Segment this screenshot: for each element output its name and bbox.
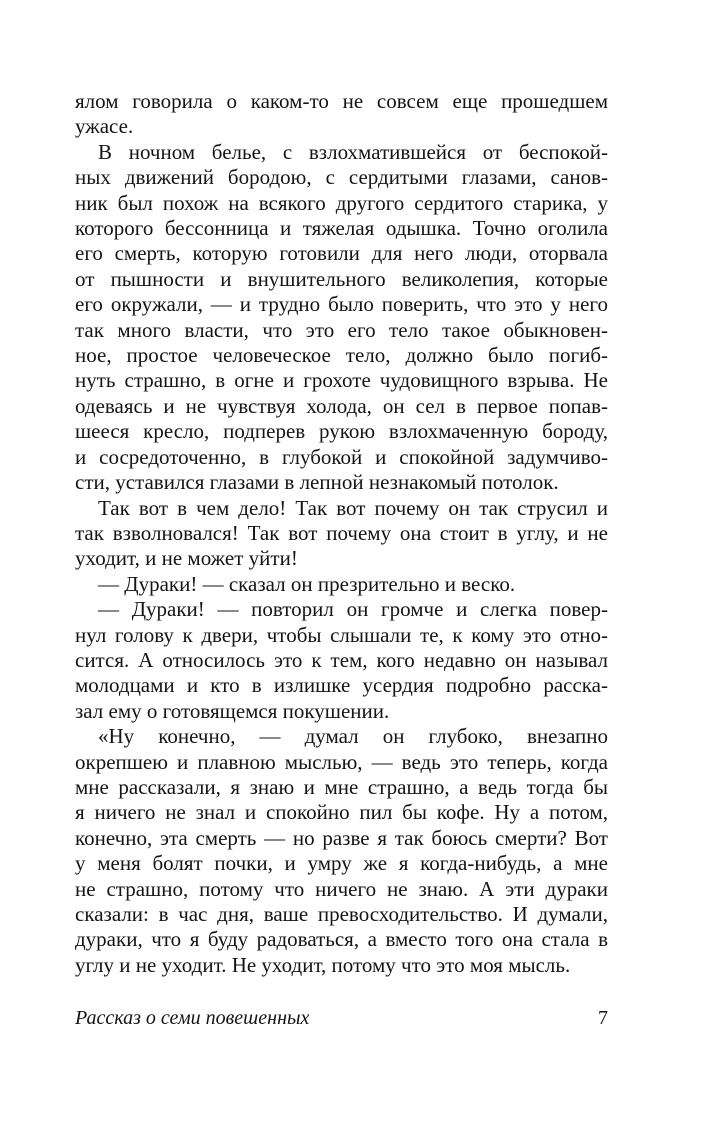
text-line: ник был похож на всякого другого сердитого старика, у xyxy=(75,190,608,215)
paragraph xyxy=(75,496,608,572)
text-line: нул голову к двери, чтобы слышали те, к кому это отно- xyxy=(75,622,608,647)
text-line: его смерть, которую готовили для него люди, оторвала xyxy=(75,241,608,266)
text-line: мне рассказали, я знаю и мне страшно, а ведь тогда бы xyxy=(75,774,608,799)
text-line: так много власти, что это его тело такое обыкновен- xyxy=(75,317,608,342)
text-line: ужасе. xyxy=(75,114,134,139)
text-line: — Дураки! — повторил он громче и слегка повер- xyxy=(98,597,608,622)
text-line: сти, уставился глазами в лепной незнакомый потолок. xyxy=(75,470,559,495)
paragraph xyxy=(75,89,608,140)
text-line: одеваясь и не чувствуя холода, он сел в первое попав- xyxy=(75,393,608,418)
paragraph xyxy=(75,572,608,597)
text-line: сится. А относилось это к тем, кого недавно он называл xyxy=(75,647,608,672)
text-line: окрепшею и плавною мыслью, — ведь это теперь, когда xyxy=(75,749,608,774)
text-line: В ночном белье, с взлохматившейся от беспокой- xyxy=(98,139,608,164)
text-line: шееся кресло, подперев рукою взлохмаченную бороду, xyxy=(75,419,608,444)
paragraph xyxy=(75,724,608,978)
text-line: конечно, эта смерть — но разве я так боюсь смерти? Вот xyxy=(75,825,608,850)
text-line: от пышности и внушительного великолепия, которые xyxy=(75,266,608,291)
page-footer xyxy=(75,1005,608,1031)
text-line: у меня болят почки, и умру же я когда-нибудь, а мне xyxy=(75,851,608,876)
text-line: так взволновался! Так вот почему она стоит в углу, и не xyxy=(75,520,608,545)
text-line: ялом говорила о каком-то не совсем еще прошедшем xyxy=(75,89,608,113)
text-line: не страшно, потому что ничего не знаю. А эти дураки xyxy=(75,876,608,901)
text-line: его окружали, — и трудно было поверить, что это у него xyxy=(75,292,608,317)
paragraph xyxy=(75,140,608,496)
text-line: которого бессонница и тяжелая одышка. Точно оголила xyxy=(75,216,608,241)
text-line: ное, простое человеческое тело, должно было погиб- xyxy=(75,343,608,368)
page-number: 7 xyxy=(598,1007,608,1029)
text-line: «Ну конечно, — думал он глубоко, внезапно xyxy=(98,724,608,749)
text-line: я ничего не знал и спокойно пил бы кофе. Ну а потом, xyxy=(75,800,608,825)
page-text-block xyxy=(75,89,608,978)
text-line: дураки, что я буду радоваться, а вместо того она стала в xyxy=(75,927,608,952)
text-line: сказали: в час дня, ваше превосходительство. И думали, xyxy=(75,902,608,926)
text-line: зал ему о готовящемся покушении. xyxy=(75,698,390,723)
text-line: ных движений бородою, с сердитыми глазами, санов- xyxy=(75,165,608,190)
text-line: — Дураки! — сказал он презрительно и веско. xyxy=(98,571,516,596)
text-line: углу и не уходит. Не уходит, потому что это моя мысль. xyxy=(75,952,571,977)
text-line: нуть страшно, в огне и грохоте чудовищного взрыва. Не xyxy=(75,368,608,393)
text-line: и сосредоточенно, в глубокой и спокойной задумчиво- xyxy=(75,444,608,469)
running-title: Рассказ о семи повешенных xyxy=(75,1007,310,1029)
text-line: Так вот в чем дело! Так вот почему он так струсил и xyxy=(98,495,608,520)
text-line: молодцами и кто в излишке усердия подробно расска- xyxy=(75,673,608,698)
text-line: уходит, и не может уйти! xyxy=(75,546,298,571)
paragraph xyxy=(75,597,608,724)
